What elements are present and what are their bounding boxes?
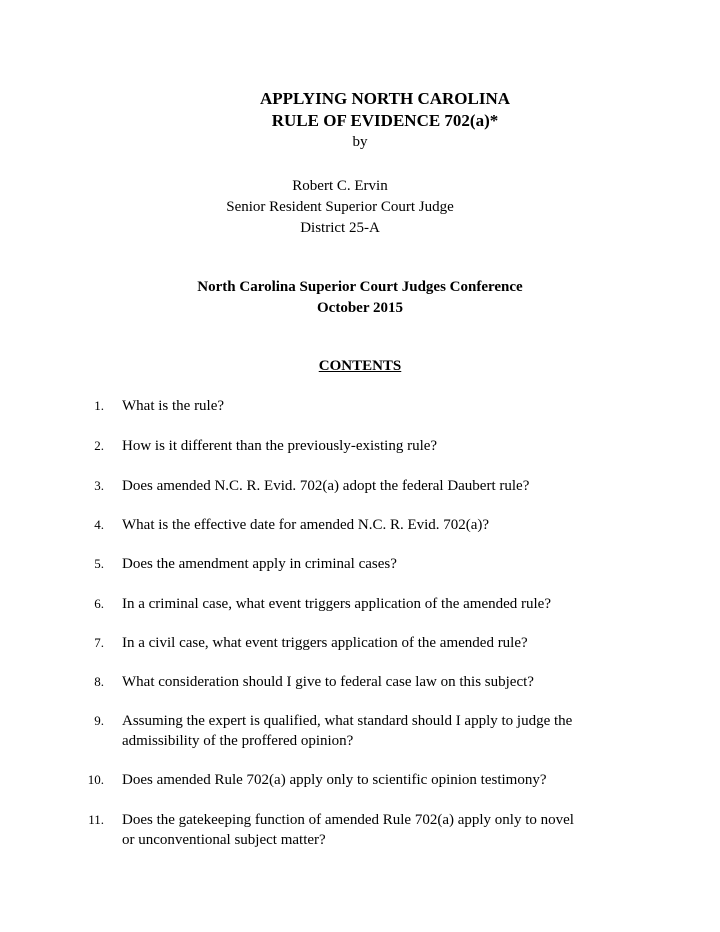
toc-item-line: Assuming the expert is qualified, what standard should I apply to judge the	[122, 713, 573, 729]
title-line-2: RULE OF EVIDENCE 702(a)*	[271, 111, 499, 130]
toc-item-text	[122, 633, 642, 653]
toc-item-number: 3.	[94, 478, 104, 493]
toc-item-line: What is the rule?	[122, 398, 225, 414]
by-line: by	[352, 134, 368, 150]
toc-item-line: admissibility of the proffered opinion?	[122, 733, 354, 749]
toc-item-number: 11.	[88, 812, 104, 827]
toc-item-number: 1.	[94, 398, 104, 413]
toc-item-line: What consideration should I give to federal case law on this subject?	[122, 674, 534, 690]
toc-item-line: In a civil case, what event triggers application of the amended rule?	[122, 635, 528, 651]
toc-item-line: What is the effective date for amended N.C. R. Evid. 702(a)?	[122, 517, 490, 533]
toc-item-line: How is it different than the previously-existing rule?	[122, 438, 438, 454]
toc-item-text	[122, 672, 642, 692]
conference-name: North Carolina Superior Court Judges Conference	[197, 279, 523, 295]
toc-item-line: Does the amendment apply in criminal cases?	[122, 556, 397, 572]
toc-item-number: 9.	[94, 713, 104, 728]
contents-heading: CONTENTS	[318, 358, 402, 374]
toc-item-text	[122, 396, 642, 416]
toc-item-number: 2.	[94, 438, 104, 453]
toc-item-line: or unconventional subject matter?	[122, 832, 326, 848]
toc-item-line: In a criminal case, what event triggers application of the amended rule?	[122, 596, 551, 612]
toc-item-text	[122, 476, 642, 496]
toc-item-text	[122, 810, 642, 850]
toc-item-number: 4.	[94, 517, 104, 532]
conference-block	[150, 277, 570, 319]
toc-item-text	[122, 711, 642, 751]
toc-item-line: Does amended N.C. R. Evid. 702(a) adopt the federal Daubert rule?	[122, 478, 530, 494]
toc-item-text	[122, 436, 642, 456]
conference-date: October 2015	[317, 300, 403, 316]
toc-item-number: 8.	[94, 674, 104, 689]
toc-item-number: 10.	[87, 772, 104, 787]
author-position: Senior Resident Superior Court Judge	[226, 199, 454, 215]
author-block	[190, 176, 490, 239]
toc-item-text	[122, 770, 642, 790]
toc-item-text	[122, 515, 642, 535]
toc-item-text	[122, 594, 642, 614]
title-line-1: APPLYING NORTH CAROLINA	[259, 89, 511, 108]
author-name: Robert C. Ervin	[292, 178, 388, 194]
toc-item-text	[122, 554, 642, 574]
toc-item-line: Does the gatekeeping function of amended Rule 702(a) apply only to novel	[122, 812, 574, 828]
toc-item-line: Does amended Rule 702(a) apply only to scientific opinion testimony?	[122, 772, 547, 788]
toc-item-number: 7.	[94, 635, 104, 650]
toc-item-number: 6.	[94, 596, 104, 611]
author-district: District 25-A	[300, 220, 380, 236]
document-title	[240, 88, 530, 132]
toc-item-number: 5.	[94, 556, 104, 571]
